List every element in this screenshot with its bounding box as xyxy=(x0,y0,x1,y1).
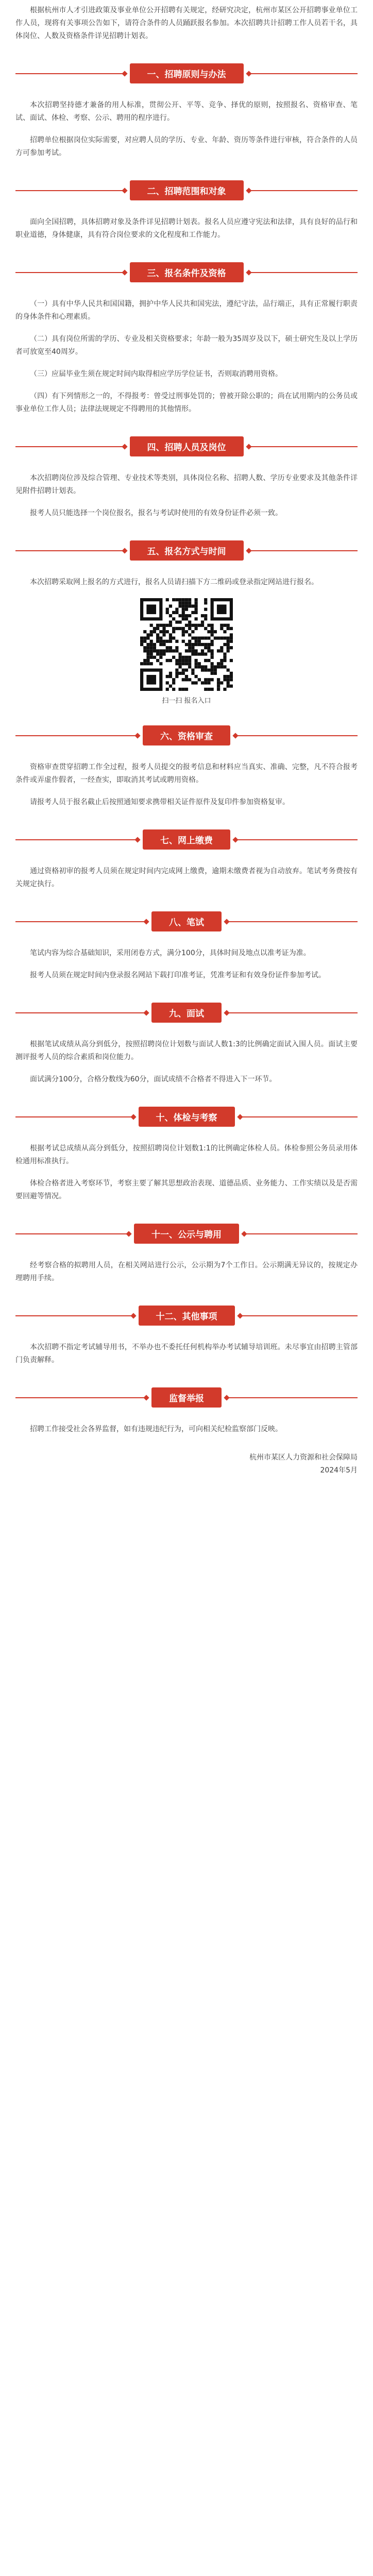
header-divider xyxy=(246,1233,358,1234)
section-paragraph: 招聘单位根据岗位实际需要，对应聘人员的学历、专业、年龄、资历等条件进行审核，符合条件的人员方可参加考试。 xyxy=(15,136,358,157)
header-divider xyxy=(251,446,358,447)
header-divider xyxy=(238,839,358,840)
header-divider xyxy=(15,839,135,840)
section-title: 十二、其他事项 xyxy=(139,1306,235,1326)
section-title: 六、资格审查 xyxy=(143,725,230,745)
header-divider xyxy=(229,921,358,922)
section-title: 三、报名条件及资格 xyxy=(130,262,244,282)
section-header xyxy=(15,725,358,745)
section-title: 监督举报 xyxy=(151,1387,222,1408)
section-paragraph: 本次招聘岗位涉及综合管理、专业技术等类别，具体岗位名称、招聘人数、学历专业要求及其他条件详见附件招聘计划表。 xyxy=(15,474,358,495)
header-divider xyxy=(15,735,135,736)
section-paragraph: 请报考人员于报名截止后按照通知要求携带相关证件原件及复印件参加资格复审。 xyxy=(30,798,290,806)
section-header xyxy=(15,1387,358,1408)
section-header xyxy=(15,540,358,561)
section-paragraph: 经考察合格的拟聘用人员，在相关网站进行公示，公示期为7个工作日。公示期满无异议的，按规定办理聘用手续。 xyxy=(15,1261,358,1282)
section-header xyxy=(15,911,358,931)
header-divider xyxy=(15,921,144,922)
section-header xyxy=(15,1224,358,1244)
section-paragraph: 面向全国招聘，具体招聘对象及条件详见招聘计划表。报名人员应遵守宪法和法律，具有良好的品行和职业道德，身体健康，具有符合岗位要求的文化程度和工作能力。 xyxy=(15,218,358,239)
section-title: 二、招聘范围和对象 xyxy=(130,180,244,200)
header-divider xyxy=(229,1012,358,1013)
section-title: 五、报名方式与时间 xyxy=(130,540,244,561)
header-divider xyxy=(15,1397,144,1398)
section-paragraph: 根据考试总成绩从高分到低分，按照招聘岗位计划数1:1的比例确定体检人员。体检参照公务员录用体检通用标准执行。 xyxy=(15,1144,358,1165)
section-paragraph: （四）有下列情形之一的，不得报考：曾受过刑事处罚的；曾被开除公职的；尚在试用期内的公务员或事业单位工作人员；法律法规规定不得聘用的其他情形。 xyxy=(15,392,358,413)
section-header xyxy=(15,262,358,282)
qr-block xyxy=(0,598,373,705)
qr-code-icon[interactable] xyxy=(140,598,233,691)
section-header xyxy=(15,63,358,83)
header-divider xyxy=(242,1116,358,1117)
section-header xyxy=(15,436,358,456)
section-paragraph: 面试满分100分，合格分数线为60分，面试成绩不合格者不得进入下一环节。 xyxy=(30,1075,277,1083)
section-title: 九、面试 xyxy=(151,1003,222,1023)
section-paragraph: 招聘工作接受社会各界监督，如有违规违纪行为，可向相关纪检监察部门反映。 xyxy=(30,1425,282,1433)
header-divider xyxy=(242,1315,358,1316)
header-divider xyxy=(15,1233,127,1234)
section-paragraph: 体检合格者进入考察环节，考察主要了解其思想政治表现、道德品质、业务能力、工作实绩以及是否需要回避等情况。 xyxy=(15,1179,358,1200)
header-divider xyxy=(15,272,123,273)
qr-label: 扫一扫 报名入口 xyxy=(162,697,211,705)
section-paragraph: （二）具有岗位所需的学历、专业及相关资格要求；年龄一般为35周岁及以下，硕士研究生及以上学历者可放宽至40周岁。 xyxy=(15,335,358,356)
header-divider xyxy=(15,446,123,447)
section-paragraph: 笔试内容为综合基础知识，采用闭卷方式，满分100分，具体时间及地点以准考证为准。 xyxy=(30,949,311,957)
section-title: 十一、公示与聘用 xyxy=(134,1224,239,1244)
header-divider xyxy=(251,550,358,551)
section-paragraph: 本次招聘坚持德才兼备的用人标准，贯彻公开、平等、竞争、择优的原则，按照报名、资格审查、笔试、面试、体检、考察、公示、聘用的程序进行。 xyxy=(15,101,358,122)
header-divider xyxy=(15,1012,144,1013)
section-header xyxy=(15,180,358,200)
section-paragraph: 资格审查贯穿招聘工作全过程，报考人员提交的报考信息和材料应当真实、准确、完整，凡不符合报考条件或弄虚作假者，一经查实，即取消其考试或聘用资格。 xyxy=(15,763,358,784)
section-header xyxy=(15,829,358,850)
header-divider xyxy=(251,272,358,273)
section-paragraph: 本次招聘采取网上报名的方式进行，报名人员请扫描下方二维码或登录指定网站进行报名。 xyxy=(30,578,318,586)
section-paragraph: 通过资格初审的报考人员须在规定时间内完成网上缴费，逾期未缴费者视为自动放弃。笔试考务费按有关规定执行。 xyxy=(15,867,358,888)
header-divider xyxy=(15,1116,131,1117)
section-header xyxy=(15,1306,358,1326)
section-title: 七、网上缴费 xyxy=(143,829,230,850)
section-paragraph: （三）应届毕业生须在规定时间内取得相应学历学位证书，否则取消聘用资格。 xyxy=(30,370,282,378)
section-title: 四、招聘人员及岗位 xyxy=(130,436,244,456)
header-divider xyxy=(229,1397,358,1398)
intro-paragraph: 根据杭州市人才引进政策及事业单位公开招聘有关规定，经研究决定，杭州市某区公开招聘事业单位工作人员，现将有关事项公告如下，请符合条件的人员踊跃报名参加。本次招聘共计招聘工作人员若干名，具体岗位、人数及资格条件详见招聘计划表。 xyxy=(15,6,358,40)
header-divider xyxy=(15,73,123,74)
section-title: 十、体检与考察 xyxy=(139,1107,235,1127)
section-header xyxy=(15,1107,358,1127)
header-divider xyxy=(251,73,358,74)
sections xyxy=(0,63,373,1436)
footer-org: 杭州市某区人力资源和社会保障局 xyxy=(249,1453,358,1462)
header-divider xyxy=(251,190,358,191)
section-paragraph: 报考人员须在规定时间内登录报名网站下载打印准考证，凭准考证和有效身份证件参加考试。 xyxy=(30,971,326,979)
header-divider xyxy=(238,735,358,736)
footer xyxy=(15,1451,358,1477)
footer-date: 2024年5月 xyxy=(320,1466,358,1475)
header-divider xyxy=(15,190,123,191)
section-paragraph: 报考人员只能选择一个岗位报名，报名与考试时使用的有效身份证件必须一致。 xyxy=(30,509,282,517)
header-divider xyxy=(15,550,123,551)
section-title: 八、笔试 xyxy=(151,911,222,931)
section-title: 一、招聘原则与办法 xyxy=(130,63,244,83)
section-paragraph: 本次招聘不指定考试辅导用书，不举办也不委托任何机构举办考试辅导培训班。未尽事宜由招聘主管部门负责解释。 xyxy=(15,1343,358,1364)
intro xyxy=(0,4,373,43)
header-divider xyxy=(15,1315,131,1316)
section-paragraph: 根据笔试成绩从高分到低分，按照招聘岗位计划数与面试人数1:3的比例确定面试入围人员。面试主要测评报考人员的综合素质和岗位能力。 xyxy=(15,1040,358,1061)
section-header xyxy=(15,1003,358,1023)
section-paragraph: （一）具有中华人民共和国国籍，拥护中华人民共和国宪法，遵纪守法，品行端正，具有正常履行职责的身体条件和心理素质。 xyxy=(15,300,358,321)
